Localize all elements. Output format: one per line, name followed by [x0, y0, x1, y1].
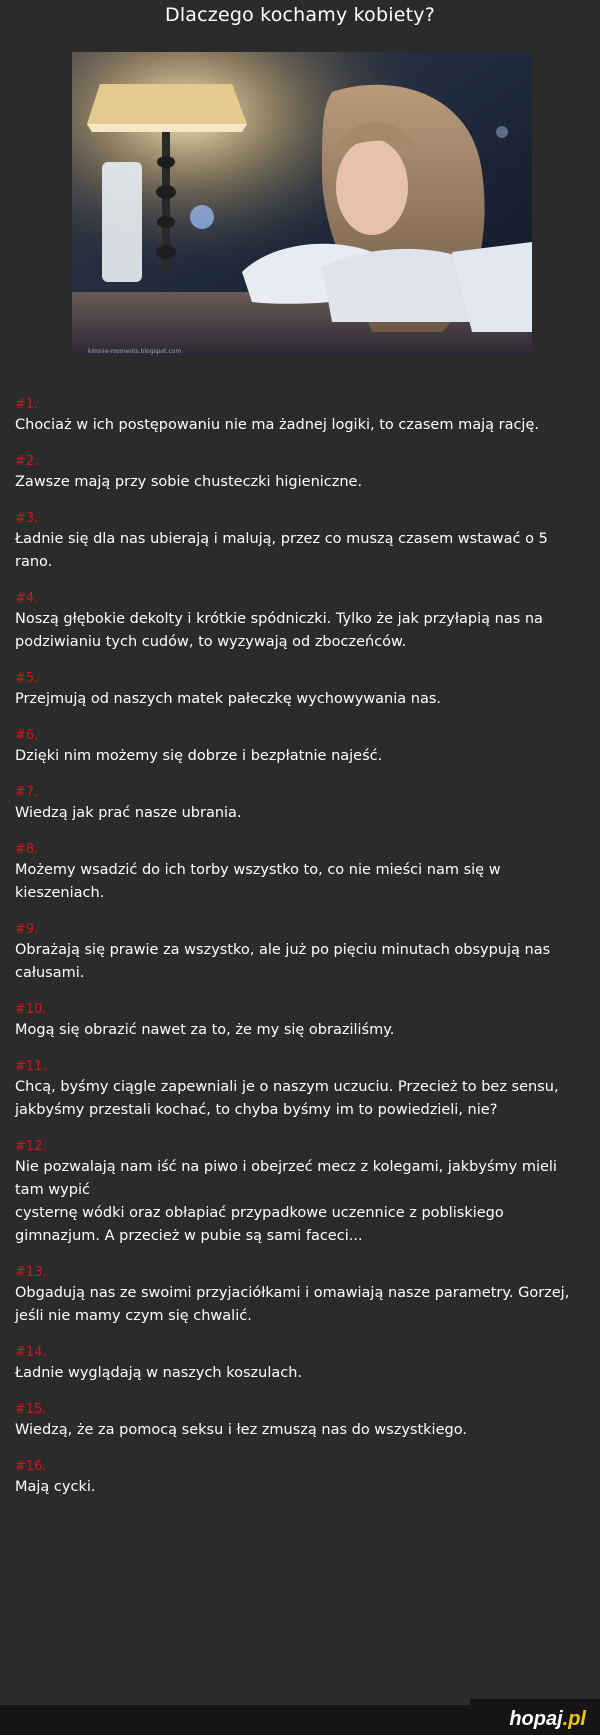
footer-bar: [0, 1705, 600, 1735]
item-text: Nie pozwalają nam iść na piwo i obejrzeć mecz z kolegami, jakbyśmy mieli tam wypić cysternę wódki oraz obłapiać przypadkowe uczennice z pobliskiego gimnazjum. A przecież w pubie są sami faceci...: [15, 1159, 557, 1244]
item-number: #1.: [15, 397, 39, 412]
item-number: #5.: [15, 671, 39, 686]
list-item: [15, 1001, 585, 1042]
logo-main: hopaj: [509, 1708, 563, 1730]
item-number: #13.: [15, 1265, 47, 1280]
list-item: [15, 1458, 585, 1499]
item-number: #11.: [15, 1059, 47, 1074]
list-item: [15, 784, 585, 825]
item-text: Możemy wsadzić do ich torby wszystko to, co nie mieści nam się w kieszeniach.: [15, 862, 501, 901]
item-text: Ładnie wyglądają w naszych koszulach.: [15, 1365, 303, 1381]
item-text: Mają cycki.: [15, 1479, 96, 1495]
list-item: [15, 727, 585, 768]
list-item: [15, 590, 585, 654]
list-item: [15, 841, 585, 905]
list-item: [15, 1138, 585, 1248]
item-number: #7.: [15, 785, 39, 800]
item-number: #16.: [15, 1459, 47, 1474]
list-item: [15, 396, 585, 437]
item-text: Chcą, byśmy ciągle zapewniali je o naszym uczuciu. Przecież to bez sensu, jakbyśmy przestali kochać, to chyba byśmy im to powiedzieli, nie?: [15, 1079, 559, 1118]
item-number: #15.: [15, 1402, 47, 1417]
item-text: Obrażają się prawie za wszystko, ale już po pięciu minutach obsypują nas całusami.: [15, 942, 551, 981]
item-text: Przejmują od naszych matek pałeczkę wychowywania nas.: [15, 691, 442, 707]
woman-at-lamp-photo: [72, 52, 532, 358]
list-item: [15, 453, 585, 494]
list-item: [15, 921, 585, 985]
site-logo[interactable]: [509, 1708, 586, 1731]
item-number: #10.: [15, 1002, 47, 1017]
reasons-list: [15, 396, 585, 1515]
list-item: [15, 1344, 585, 1385]
item-text: Mogą się obrazić nawet za to, że my się obraziliśmy.: [15, 1022, 395, 1038]
item-text: Wiedzą jak prać nasze ubrania.: [15, 805, 242, 821]
item-number: #9.: [15, 922, 39, 937]
item-number: #12.: [15, 1139, 47, 1154]
list-item: [15, 1058, 585, 1122]
list-item: [15, 1264, 585, 1328]
photo-watermark: kimnie-moments.blogspot.com: [88, 348, 182, 355]
list-item: [15, 1401, 585, 1442]
item-text: Noszą głębokie dekolty i krótkie spódniczki. Tylko że jak przyłapią nas na podziwianiu tych cudów, to wyzywają od zboczeńców.: [15, 611, 543, 650]
item-number: #3.: [15, 511, 39, 526]
photo-illustration: [72, 52, 532, 358]
item-text: Ładnie się dla nas ubierają i malują, przez co muszą czasem wstawać o 5 rano.: [15, 531, 548, 570]
item-number: #4.: [15, 591, 39, 606]
logo-tld: .pl: [562, 1708, 586, 1730]
item-number: #8.: [15, 842, 39, 857]
list-item: [15, 510, 585, 574]
page-title: Dlaczego kochamy kobiety?: [164, 4, 436, 26]
item-text: Chociaż w ich postępowaniu nie ma żadnej logiki, to czasem mają rację.: [15, 417, 539, 433]
item-text: Zawsze mają przy sobie chusteczki higieniczne.: [15, 474, 363, 490]
item-number: #14.: [15, 1345, 47, 1360]
item-text: Obgadują nas ze swoimi przyjaciółkami i omawiają nasze parametry. Gorzej, jeśli nie mamy czym się chwalić.: [15, 1285, 570, 1324]
item-number: #6.: [15, 728, 39, 743]
list-item: [15, 670, 585, 711]
item-text: Dzięki nim możemy się dobrze i bezpłatnie najeść.: [15, 748, 383, 764]
item-number: #2.: [15, 454, 39, 469]
footer-strip: [470, 1699, 600, 1707]
item-text: Wiedzą, że za pomocą seksu i łez zmuszą nas do wszystkiego.: [15, 1422, 467, 1438]
